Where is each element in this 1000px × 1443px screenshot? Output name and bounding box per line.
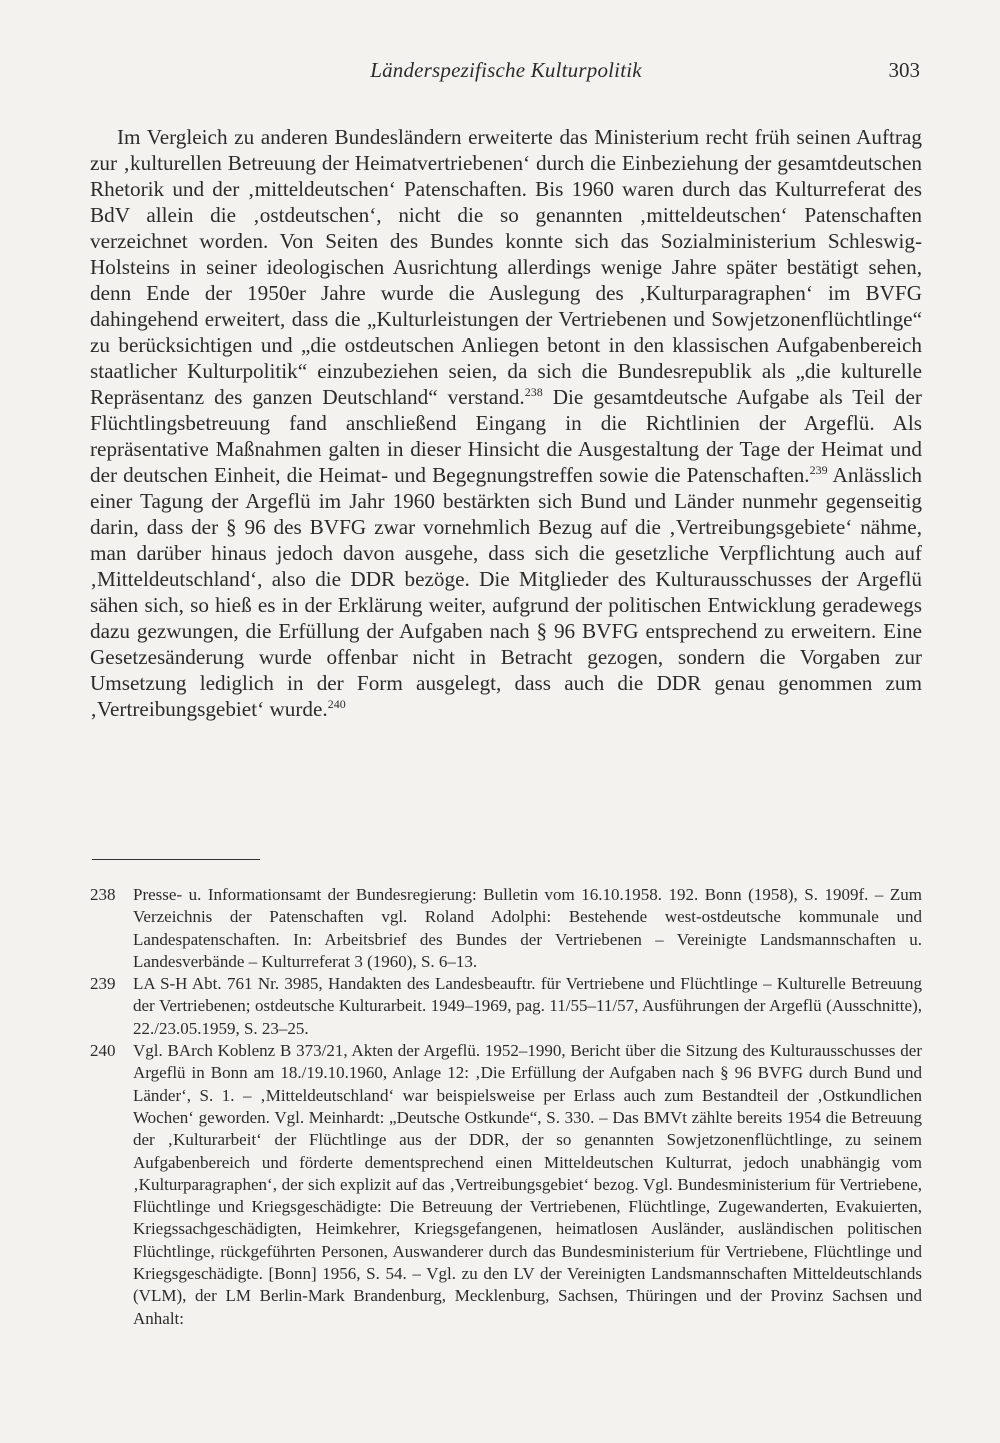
footnote bbox=[90, 1040, 922, 1330]
body-text-segment: Die gesamtdeutsche Aufgabe als Teil der Flüchtlingsbetreuung fand anschließend Eingang in die Richtlinien der Argeflü. Als repräsentative Maßnahmen galten in dieser Hinsicht die Ausgestaltung der Tage der Heimat und der deutschen Einheit, die Heimat- und Begegnungstreffen sowie die Patenschaften. bbox=[90, 385, 922, 487]
running-title: Länderspezifische Kulturpolitik bbox=[370, 58, 642, 82]
footnote-separator bbox=[92, 859, 260, 860]
footnote-number: 239 bbox=[90, 974, 116, 994]
footnote-number: 238 bbox=[90, 885, 116, 904]
footnote-text: LA S-H Abt. 761 Nr. 3985, Handakten des Landesbeauftr. für Vertriebene und Flüchtlinge – Kulturelle Betreuung der Vertriebenen; ostdeutsche Kulturarbeit. 1949–1969, pag. 11/55–11/57, Ausführungen der Argeflü (Ausschnitte), 22./23.05.1959, S. 23–25. bbox=[133, 974, 922, 1038]
body-text-segment: Im Vergleich zu anderen Bundesländern erweiterte das Ministerium recht früh seinen Auftrag zur ‚kulturellen Betreuung der Heimatvertriebenen‘ durch die Einbeziehung der gesamtdeutschen Rhetorik und der ‚mitteldeutschen‘ Patenschaften. Bis 1960 waren durch das Kulturreferat des BdV allein die ‚ostdeutschen‘, nicht die so genannten ‚mitteldeutschen‘ Patenschaften verzeichnet worden. Von Seiten des Bundes konnte sich das Sozialministerium Schleswig-Holsteins in seiner ideologischen Ausrichtung allerdings wenige Jahre später bestätigt sehen, denn Ende der 1950er Jahre wurde die Auslegung des ‚Kulturparagraphen‘ im BVFG dahingehend erweitert, dass die „Kulturleistungen der Vertriebenen und Sowjetzonenflüchtlinge“ zu berücksichtigen und „die ostdeutschen Anliegen betont in den klassischen Aufgabenbereich staatlicher Kulturpolitik“ einzubeziehen seien, da sich die Bundesrepublik als „die kulturelle Repräsentanz des ganzen Deutschland“ verstand. bbox=[90, 125, 922, 409]
page-number: 303 bbox=[888, 58, 920, 82]
footnote bbox=[90, 884, 922, 973]
page-header bbox=[90, 58, 922, 88]
footnote-reference: 238 bbox=[524, 384, 543, 399]
footnote-number: 240 bbox=[90, 1041, 116, 1061]
footnote-reference: 240 bbox=[327, 696, 346, 711]
footnote-reference: 239 bbox=[809, 462, 828, 477]
footnote bbox=[90, 973, 922, 1040]
body-text-segment: Anlässlich einer Tagung der Argeflü im Jahr 1960 bestärkten sich Bund und Länder nunmehr gegenseitig darin, dass der § 96 des BVFG zwar vornehmlich Bezug auf die ‚Vertreibungsgebiete‘ nähme, man darüber hinaus jedoch davon ausgehe, dass sich die gesetzliche Verpflichtung auch auf ‚Mitteldeutschland‘, also die DDR bezöge. Die Mitglieder des Kulturausschusses der Argeflü sähen sich, so hieß es in der Erklärung weiter, aufgrund der politischen Entwicklung geradewegs dazu gezwungen, die Erfüllung der Aufgaben nach § 96 BVFG entsprechend zu erweitern. Eine Gesetzesänderung wurde offenbar nicht in Betracht gezogen, sondern die Vorgaben zur Umsetzung lediglich in der Form ausgelegt, dass auch die DDR genau genommen zum ‚Vertreibungsgebiet‘ wurde. bbox=[90, 463, 922, 721]
footnote-text: Vgl. BArch Koblenz B 373/21, Akten der Argeflü. 1952–1990, Bericht über die Sitzung des Kulturausschusses der Argeflü in Bonn am 18./19.10.1960, Anlage 12: ‚Die Erfüllung der Aufgaben nach § 96 BVFG durch Bund und Länder‘, S. 1. – ‚Mitteldeutschland‘ war beispielsweise per Erlass auch zum Bestandteil der ‚Ostkundlichen Wochen‘ geworden. Vgl. Meinhardt: „Deutsche Ostkunde“, S. 330. – Das BMVt zählte bereits 1954 die Betreuung der ‚Kulturarbeit‘ der Flüchtlinge aus der DDR, der so genannten Sowjetzonenflüchtlinge, zu seinem Aufgabenbereich und förderte dementsprechend einen Mitteldeutschen Kulturrat, jedoch unabhängig vom ‚Kulturparagraphen‘, der sich explizit auf das ‚Vertreibungsgebiet‘ bezog. Vgl. Bundesministerium für Vertriebene, Flüchtlinge und Kriegsgeschädigte: Die Betreuung der Vertriebenen, Flüchtlinge, Zugewanderten, Evakuierten, Kriegssachgeschädigten, Heimkehrer, Kriegsgefangenen, heimatlosen Ausländer, ausländischen politischen Flüchtlinge, rückgeführten Personen, Auswanderer durch das Bundesministerium für Vertriebene, Flüchtlinge und Kriegsgeschädigte. [Bonn] 1956, S. 54. – Vgl. zu den LV der Vereinigten Landsmannschaften Mitteldeutschlands (VLM), der LM Berlin-Mark Brandenburg, Mecklenburg, Sachsen, Thüringen und der Provinz Sachsen und Anhalt: bbox=[133, 1041, 922, 1328]
body-paragraph bbox=[90, 124, 922, 722]
footnotes bbox=[90, 884, 922, 1330]
footnote-text: Presse- u. Informationsamt der Bundesregierung: Bulletin vom 16.10.1958. 192. Bonn (1958), S. 1909f. – Zum Verzeichnis der Patenschaften vgl. Roland Adolphi: Bestehende west-ostdeutsche kommunale und Landespatenschaften. In: Arbeitsbrief des Bundes der Vertriebenen – Vereinigte Landsmannschaften u. Landesverbände – Kulturreferat 3 (1960), S. 6–13. bbox=[133, 885, 922, 971]
